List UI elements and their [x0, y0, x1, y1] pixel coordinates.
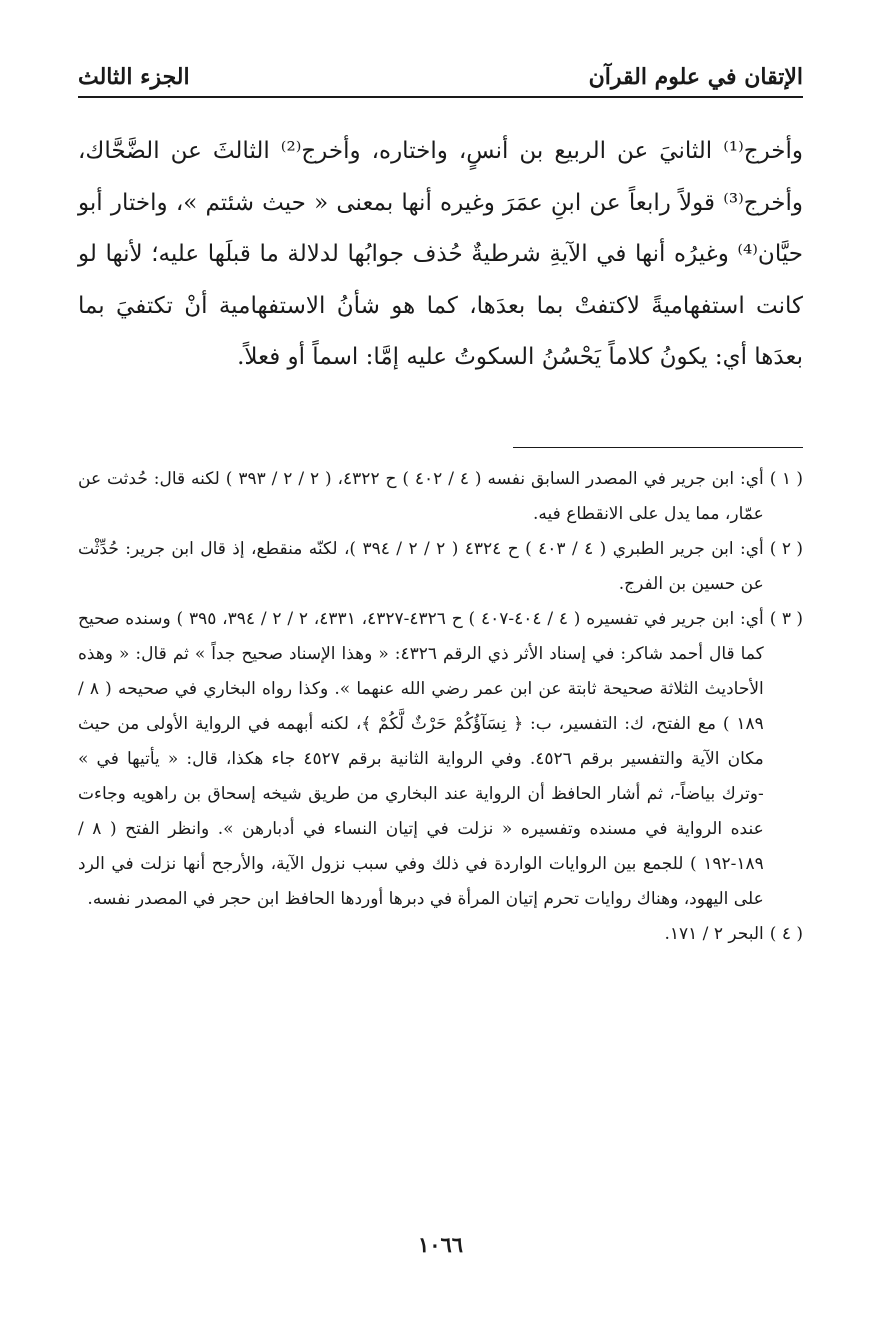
- footnotes: [78, 462, 803, 952]
- footnote-text: أي: ابن جرير الطبري ( ٤ / ٤٠٣ ) ح ٤٣٢٤ ( ٢ / ٢ / ٣٩٤ )، لكنّه منقطع، إذ قال ابن جرير: حُدِّثْت عن حسين بن الفرج.: [78, 539, 764, 594]
- page-number: ١٠٦٦: [417, 1232, 464, 1257]
- footnote: [78, 462, 803, 532]
- body-paragraph: وأخرج⁽¹⁾ الثانيَ عن الربيع بن أنسٍ، واختاره، وأخرج⁽²⁾ الثالثَ عن الضَّحَّاك، وأخرج⁽³⁾ قولاً رابعاً عن ابنِ عمَرَ وغيره أنها بمعنى « حيث شئتم »، واختار أبو حيَّان⁽⁴⁾ وغيرُه أنها في الآيةِ شرطيةٌ حُذف جوابُها لدلالة ما قبلَها عليه؛ لأنها لو كانت استفهاميةً لاكتفتْ بما بعدَها، كما هو شأنُ الاستفهامية أنْ تكتفيَ بما بعدَها أي: يكونُ كلاماً يَحْسُنُ السكوتُ عليه إمَّا: اسماً أو فعلاً.: [78, 138, 803, 370]
- footnote: [78, 532, 803, 602]
- book-page: [78, 0, 803, 1318]
- footnote-text: البحر ٢ / ١٧١.: [664, 924, 764, 944]
- footnote-text: أي: ابن جرير في المصدر السابق نفسه ( ٤ / ٤٠٢ ) ح ٤٣٢٢، ( ٢ / ٢ / ٣٩٣ ) لكنه قال: حُدثت عن عمّار، مما يدل على الانقطاع فيه.: [78, 469, 764, 524]
- footnote: [78, 917, 803, 952]
- volume-label: الجزء الثالث: [78, 64, 190, 90]
- main-text: [78, 126, 803, 384]
- book-title: الإتقان في علوم القرآن: [588, 64, 803, 90]
- running-header: [78, 56, 803, 90]
- footnote-text: أي: ابن جرير في تفسيره ( ٤ / ٤٠٤-٤٠٧ ) ح ٤٣٢٦-٤٣٢٧، ٤٣٣١، ٢ / ٢ / ٣٩٤، ٣٩٥ ) وسنده صحيح كما قال أحمد شاكر: في إسناد الأثر ذي الرقم ٤٣٢٦: « وهذا الإسناد صحيح جداً » ثم قال: « وهذه الأحاديث الثلاثة صحيحة ثابتة عن ابن عمر رضي الله عنهما ». وكذا رواه البخاري في صحيحه ( ٨ / ١٨٩ ) مع الفتح، ك: التفسير، ب: ﴿ نِسَآؤُكُمْ حَرْثٌ لَّكُمْ ﴾، لكنه أبهمه في الرواية الأولى من حيث مكان الآية والتفسير برقم ٤٥٢٦. وفي الرواية الثانية برقم ٤٥٢٧ جاء هكذا، قال: « يأتيها في » -وترك بياضاً-، ثم أشار الحافظ أن الرواية عند البخاري من طريق شيخه إسحاق بن راهويه وجاءت عنده الرواية في مسنده وتفسيره « نزلت في إتيان النساء في أدبارهن ». وانظر الفتح ( ٨ / ١٨٩-١٩٢ ) للجمع بين الروايات الواردة في ذلك وفي سبب نزول الآية، والأرجح أنها نزلت في الرد على اليهود، وهناك روايات تحرم إتيان المرأة في دبرها أوردها الحافظ ابن حجر في المصدر نفسه.: [78, 609, 764, 909]
- footnote-number: ( ٢ ): [769, 539, 803, 559]
- footnote-number: ( ٣ ): [769, 609, 803, 629]
- header-divider: [78, 96, 803, 98]
- footnote-number: ( ١ ): [769, 469, 803, 489]
- footnote-number: ( ٤ ): [769, 924, 803, 944]
- footnote-divider: [513, 447, 803, 448]
- footnote: [78, 602, 803, 917]
